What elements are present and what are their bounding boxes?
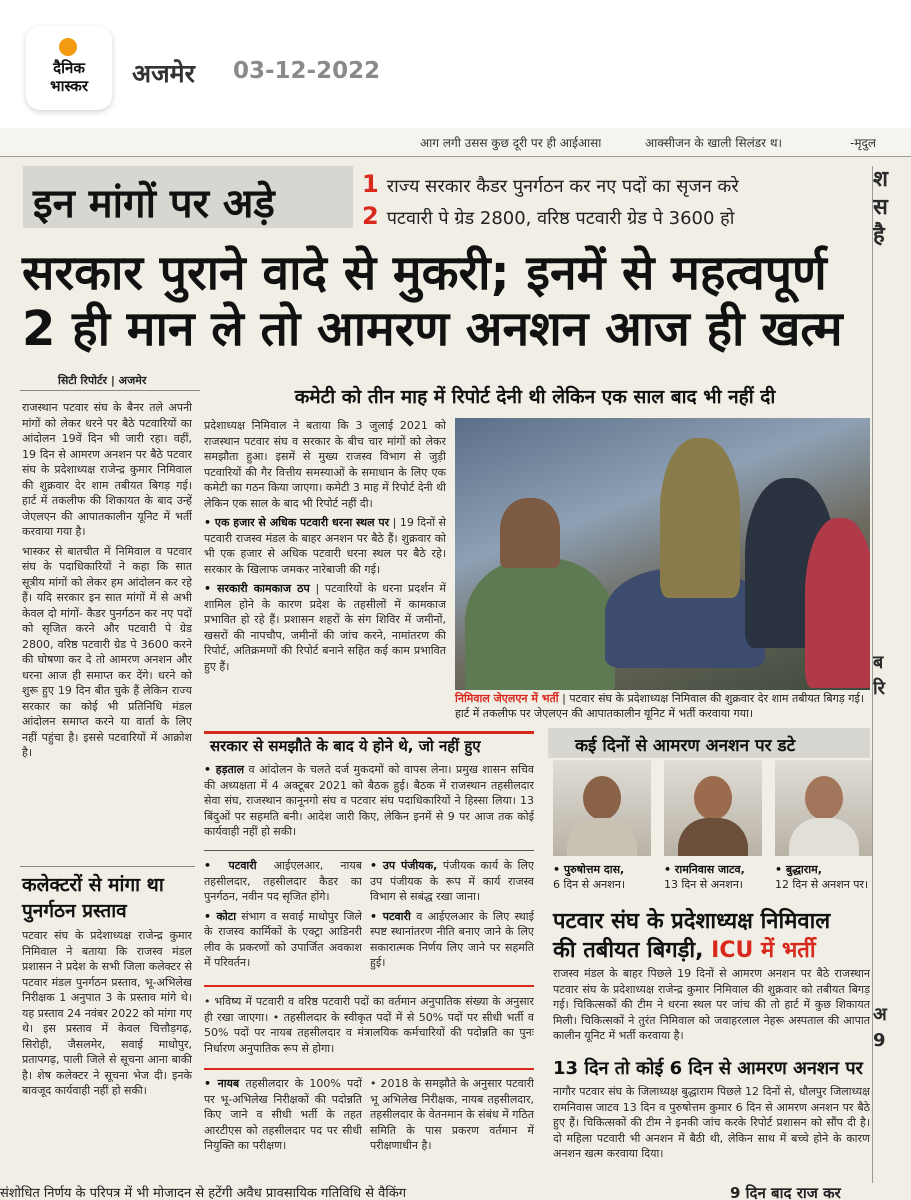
story-paragraph [204,581,446,674]
hospital-photo[interactable] [455,418,870,690]
photo-person [805,518,870,688]
newspaper-page[interactable] [0,128,911,1200]
bullet-text: | 19 दिनों से पटवारी राजस्व मंडल के बाहर अनशन पर बैठे हैं। शुक्रवार को भी एक हजार से अधिक पटवारी धरना स्थल पर बैठे रहे। सरकार के खिलाफ जमकर नारेबाजी की गई। [204,516,446,576]
portrait-face [805,776,843,820]
portrait-purushottam[interactable] [553,760,651,856]
caption-text: | पटवार संघ के प्रदेशाध्यक्ष निमिवाल की शुक्रवार देर शाम तबीयत बिगड़ गई। हार्ट में तकलीफ पर जेएलएन की आपातकालीन यूनिट में भर्ती करवाया गया। [455,692,865,720]
story-paragraph: राजस्थान पटवार संघ के बैनर तले अपनी मांगों को लेकर धरने पर बैठे पटवारियों का आंदोलन 19वें दिन भी जारी रहा। वहीं, 19 दिन से आमरण अनशन पर बैठे पटवार संघ के प्रदेशाध्यक्ष राजेन्द्र कुमार निमिवाल की शुक्रवार देर शाम तबीयत बिगड़ गई। हार्ट में तकलीफ की शिकायत के बाद उन्हें जेएलएन की आपातकालीन यूनिट में भर्ती करवाया गया है। [22,401,192,538]
subhead: कमेटी को तीन माह में रिपोर्ट देनी थी लेकिन एक साल बाद भी नहीं दी [294,386,776,408]
divider [20,866,195,867]
photo-caption [455,691,870,721]
demand-item-1 [362,170,739,198]
edition-city: अजमेर [132,59,195,88]
app-header [0,0,911,128]
agreement-intro [204,762,534,850]
agreement-bottom-left [204,1076,362,1186]
agreement-point [204,909,362,971]
photo-person [465,558,615,690]
person-caption [775,862,870,892]
bullet-text: पंजीयक कार्य के लिए उप पंजीयक के रूप में कार्य राजस्व विभाग से सबंद्ध रखा जाना। [370,859,534,903]
demands-box [23,166,353,228]
section-rule [204,1068,534,1070]
agreement-paragraph: • भविष्य में पटवारी व वरिष्ठ पटवारी पदों का वर्तमान अनुपातिक संख्या के अनुसार ही रखा जाएगा। • तहसीलदार के स्वीकृत पदों में से 50% पदों पर सीधी भर्ती व 50% पदों पर नायब तहसीलदार व मंत्रालयिक कर्मचारियों की पदोन्नति का पुनः निर्धारण अनुपातिक रूप से होगा। [204,995,534,1055]
icu-head-line2 [553,934,816,964]
collector-head: कलेक्टरों से मांगा था पुनर्गठन प्रस्ताव [22,874,164,922]
strip-head: श [873,167,888,192]
demand-text: राज्य सरकार कैडर पुनर्गठन कर नए पदों का सृजन करे [386,176,739,197]
agreement-point [370,909,534,971]
person-caption [553,862,653,892]
strip-head: है [873,223,885,248]
person-name: • बुद्धाराम, [775,863,822,876]
portrait-body [678,818,748,856]
agreement-right-column [370,858,534,982]
collector-column [22,928,192,1190]
byline: सिटी रिपोर्टर | अजमेर [58,374,147,387]
main-story-column [22,400,192,862]
days-column [553,1084,870,1184]
strip-head: अ [873,1004,887,1025]
agreement-point [204,858,362,905]
top-strip-text1: आग लगी उसस कुछ दूरी पर ही आईआसा [420,136,602,150]
top-strip-text3: -मृदुल [850,136,877,150]
section-rule [204,985,534,987]
strip-head: ब [873,652,884,673]
person-detail: 13 दिन से अनशन। [664,878,743,891]
agreement-paragraph [204,762,534,840]
logo-line1: दैनिक [53,59,85,77]
bottom-strip [0,1183,911,1200]
agreement-point [370,858,534,905]
top-strip-text2: आक्सीजन के खाली सिलंडर थ। [645,136,783,150]
bullet-lead: • सरकारी कामकाज ठप [204,582,310,595]
portrait-ramniwas[interactable] [664,760,762,856]
story-paragraph [204,515,446,577]
bullet-lead: • हड़ताल [204,763,245,776]
bottom-text1: संशोधित निर्णय के परिपत्र में भी मोजादन से हटेंगी अवैध प्रावसायिक गतिविधि से वैकिंग [0,1186,407,1200]
portrait-body [567,818,637,856]
demand-num: 1 [362,170,379,198]
bullet-text: व आंदोलन के चलते दर्ज मुकदमों को वापस लेना। प्रमुख शासन सचिव की अध्यक्षता में 4 अक्टूबर 2021 को बैठक हुई। बैठक में राजस्थान तहसीलदार सेवा संघ, राजस्थान कानूनगो संघ व पटवार संघ पदाधिकारियों ने हिस्सा लिया। 13 बिंदुओं पर सहमति बनी। आदेश जारी किए, लेकिन इनमें से 9 पर आज तक कोई कार्यवाही नहीं हो सकी। [204,763,534,838]
hunger-head: कई दिनों से आमरण अनशन पर डटे [575,736,796,756]
days-text: नागौर पटवार संघ के जिलाध्यक्ष बुद्धाराम पिछले 12 दिनों से, धौलपुर जिलाध्यक्ष रामनिवास जाटव 13 दिन व पुरुषोत्तम कुमार 6 दिन से आमरण अनशन पर बैठे हुए हैं। चिकित्सकों की टीम ने इनकी जांच करके रिपोर्ट प्रशासन को सौंप दी है। दो महिला पटवारी भी अनशन में बैठी थी, लेकिन साथ में बच्चे होने के कारण अनशन खत्म करवाया दिया। [553,1085,870,1160]
portrait-buddharam[interactable] [775,760,873,856]
bullet-text: संभाग व सवाई माधोपुर जिले के राजस्व कार्मिकों के एक्ट्रा आडिनरी लीव के प्रकरणों को उपार्जित अवकाश में परिवर्तन। [204,909,362,969]
story-paragraph: भास्कर से बातचीत में निमिवाल व पटवार संघ के पदाधिकारियों ने कहा कि सात सूत्रीय मांगों को लेकर हम आंदोलन कर रहे हैं। यदि सरकार इन सात मांगों में से अभी केवल दो मांगों- कैडर पुनर्गठन कर नए पदों को सृजित करने और पटवारी पे ग्रेड 2800, वरिष्ठ पटवारी ग्रेड पे 3600 करने की घोषणा कर दे तो आमरण अनशन और धरना आज ही समाप्त कर देंगे। धरने को शुरू हुए 19 दिन बीत चुके हैं लेकिन राज्य सरकार का कोई भी प्रतिनिधि मंडल आंदोलन समाप्त करने या वार्ता के लिए नहीं पहुंचा है। इससे पटवारियों में आक्रोश है। [22,544,192,759]
days-head: 13 दिन तो कोई 6 दिन से आमरण अनशन पर [553,1058,863,1079]
dainik-bhaskar-logo[interactable] [26,26,112,110]
bullet-lead: • नायब [204,1077,240,1090]
photo-police [660,438,740,598]
strip-head: स [873,195,888,220]
demands-title: इन मांगों पर अड़े [33,181,275,227]
sun-icon [59,38,77,56]
adjacent-story-strip [873,166,911,1200]
agreement-story-column [204,418,446,728]
person-caption [664,862,769,892]
column-divider [872,166,873,1183]
demand-item-2 [362,202,734,230]
agreement-head: सरकार से समझौते के बाद ये होने थे, जो नहीं हुए [210,737,481,755]
bullet-lead: • पटवारी [204,859,257,872]
story-paragraph: प्रदेशाध्यक्ष निमिवाल ने बताया कि 3 जुलाई 2021 को राजस्थान पटवार संघ व सरकार के बीच चार मांगों को लेकर समझौता हुआ। इसमें से मुख्य राजस्व विभाग से जुड़ी पटवारियों की गैर वित्तीय समस्याओं के समाधान के लिए एक कमेटी का गठन किया जाएगा। कमेटी 3 माह में रिपोर्ट देनी थी लेकिन एक साल के बाद भी रिपोर्ट नहीं दी। [204,419,446,510]
agreement-future [204,994,534,1066]
agreement-point [204,1076,362,1154]
logo-line2: भास्कर [50,77,88,95]
person-name: • रामनिवास जाटव, [664,863,745,876]
bullet-text: | पटवारियों के धरना प्रदर्शन में शामिल होने के कारण प्रदेश के तहसीलों में कामकाज प्रभावित हो रहे हैं। प्रशासन शहरों के संग शिविर में जमीनों, खसरों की नापचौप, जमीनों की जांच करने, नामांतरण की रिपोर्ट, अतिक्रमणों की रिपोर्ट बनाने सहित कई काम प्रभावित हुए हैं। [204,582,446,673]
bottom-text2: 9 दिन बाद राज कर [730,1184,841,1200]
caption-lead: निमिवाल जेएलएन में भर्ती [455,692,559,705]
bullet-lead: • कोटा [204,909,237,923]
photo-person [500,498,560,568]
icu-head-text: की तबीयत बिगड़ी, [553,938,704,963]
bullet-text: आईएलआर, नायब तहसीलदार, तहसीलदार कैडर का पुनर्गठन, नवीन पद सृजित होंगे। [204,859,362,903]
edition-date: 03-12-2022 [233,58,381,84]
person-detail: 12 दिन से अनशन पर। [775,878,869,891]
strip-head: रि [873,678,886,699]
agreement-point: • 2018 के समझौते के अनुसार पटवारी भू अभिलेख निरीक्षक, नायब तहसीलदार, तहसीलदार के वेतनमान के संबंध में गठित समिति के पास प्रकरण वर्तमान में परीक्षणाधीन है। [370,1077,534,1152]
portrait-face [583,776,621,820]
headline-line1: सरकार पुराने वादे से मुकरी; इनमें से महत्वपूर्ण [22,245,827,301]
icu-head-red: ICU में भर्ती [711,938,816,963]
icu-column [553,966,870,1046]
demand-num: 2 [362,202,379,230]
bullet-lead: • पटवारी [370,909,411,923]
divider [20,390,200,391]
bullet-lead: • एक हजार से अधिक पटवारी धरना स्थल पर [204,516,390,529]
headline-line2: 2 ही मान ले तो आमरण अनशन आज ही खत्म [22,301,843,357]
divider [204,850,534,851]
collector-text: पटवार संघ के प्रदेशाध्यक्ष राजेन्द्र कुमार निमिवाल ने बताया कि राजस्व मंडल प्रशासन ने प्रदेश के सभी जिला कलेक्टर से पटवार मंडल पुनर्गठन प्रस्ताव, भू-अभिलेख निरीक्षक 1 अनुपात 3 के प्रस्ताव मांगे थे। यह प्रस्ताव 24 नवंबर 2022 को मांगा गए थे। इस प्रस्ताव में केवल चित्तौड़गढ़, सिरोही, जैसलमेर, सवाई माधोपुर, प्रतापगढ़, पाली जिले से सूचना आना बाकी है। शेष कलेक्टर ने सूचना भेज दी। इनके बावजूद कार्यवाही नहीं हो सकी। [22,929,192,1097]
strip-head: 9 [873,1030,886,1051]
icu-head-line1: पटवार संघ के प्रदेशाध्यक्ष निमिवाल [553,909,831,934]
agreement-left-column [204,858,362,982]
person-name: • पुरुषोत्तम दास, [553,863,625,876]
portrait-body [789,818,859,856]
icu-text: राजस्व मंडल के बाहर पिछले 19 दिनों से आमरण अनशन पर बैठे राजस्थान पटवार संघ के प्रदेशाध्यक्ष राजेन्द्र कुमार निमिवाल की शुक्रवार को तबीयत बिगड़ गई। चिकित्सकों की टीम ने धरना स्थल पर जांच की तो हार्ट में कुछ शिकायत मिली। चिकित्सकों ने तुरंत निमिवाल को जवाहरलाल नेहरू अस्पताल की आपात कालीन यूनिट में भर्ती करवाया है। [553,967,870,1042]
demand-text: पटवारी पे ग्रेड 2800, वरिष्ठ पटवारी ग्रेड पे 3600 हो [386,208,735,229]
bullet-text: व आईएलआर के लिए स्थाई स्पष्ट स्थानांतरण नीति बनाए जाने के लिए सकारात्मक निर्णय लिए जाने पर सहमति हुई। [370,909,534,969]
portrait-face [694,776,732,820]
bullet-text: तहसीलदार के 100% पदों पर भू-अभिलेख निरीक्षकों की पदोन्नति किए जाने व सीधी भर्ती के तहत आरटीएस को तहसीलदार पद पर सीधी नियुक्ति का परीक्षण। [204,1077,362,1152]
section-rule [204,731,534,734]
agreement-bottom-right [370,1076,534,1186]
person-detail: 6 दिन से अनशन। [553,878,625,891]
bullet-lead: • उप पंजीयक, [370,859,438,872]
